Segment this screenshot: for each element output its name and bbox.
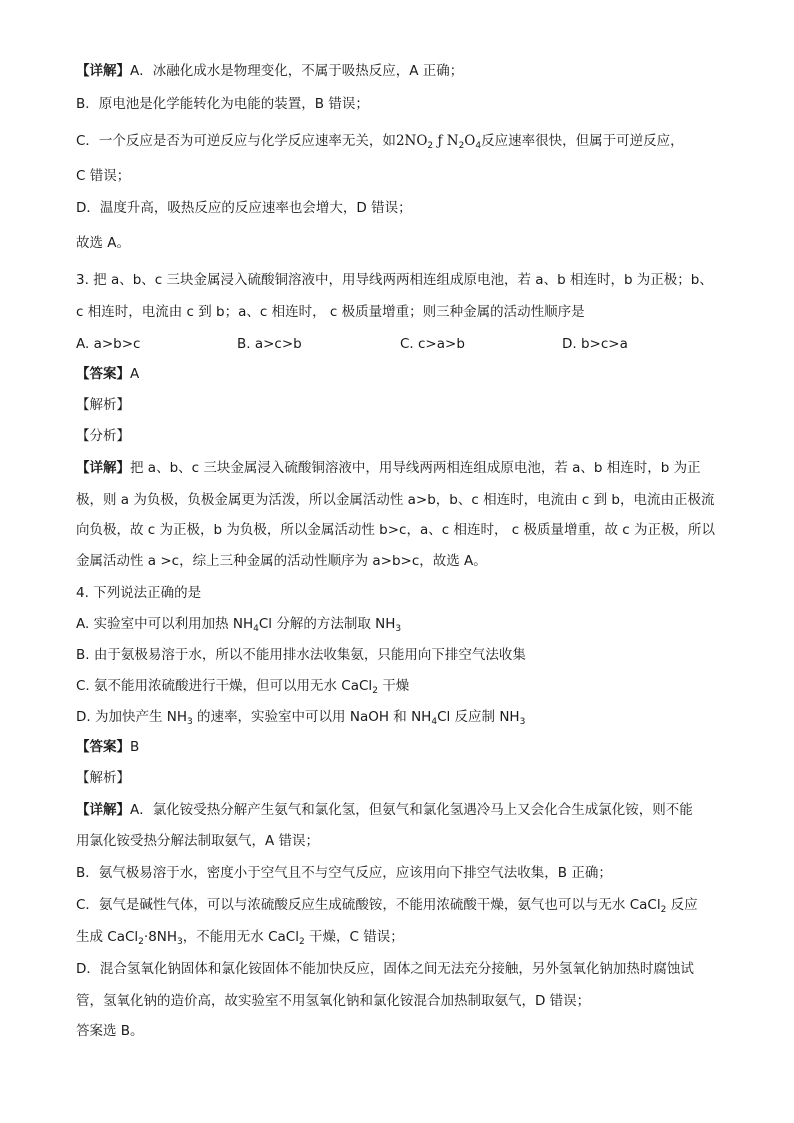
q3-option-d: D. b>c>a [562, 336, 628, 352]
q3-detail-line4: 金属活动性 a >c，综上三种金属的活动性顺序为 a>b>c，故选 A。 [76, 553, 487, 569]
q3-analysis-label: 【解析】 [76, 397, 130, 413]
q4-detail-d-line2: 管，氢氧化钠的造价高，故实验室不用氢氧化钠和氯化铵混合加热制取氨气，D 错误； [76, 993, 591, 1009]
q4-detail-c-line2: 生成 $CaCl_2\cdot 8NH_3$，不能用无水 CaCl$_2$ 干燥，C 错误； [76, 929, 404, 947]
q2-detail-b: B．原电池是化学能转化为电能的装置，B 错误； [76, 96, 369, 112]
q4-option-a: A. 实验室中可以利用加热 $NH_4Cl$ 分解的方法制取 $NH_3$ [76, 616, 402, 634]
q3-detail-line1: 【详解】把 a、b、c 三块金属浸入硫酸铜溶液中，用导线两两相连组成原电池，若 a、b 相连时，b 为正 [76, 460, 701, 476]
q4-detail-a-line2: 用氯化铵受热分解法制取氨气，A 错误； [76, 833, 320, 849]
q4-detail-d-line1: D．混合氢氧化钠固体和氯化铵固体不能加快反应，固体之间无法充分接触，另外氢氧化钠加热时腐蚀试 [76, 961, 694, 977]
q3-fenxi-label: 【分析】 [76, 428, 130, 444]
q4-conclusion: 答案选 B。 [76, 1023, 144, 1039]
q2-detail-c-cont: C 错误； [76, 168, 131, 184]
q4-analysis-label: 【解析】 [76, 770, 130, 786]
q3-option-a: A. a>b>c [76, 336, 141, 352]
q4-option-d: D. 为加快产生 $NH_3$ 的速率，实验室中可以用 NaOH 和 $NH_4Cl$ 反应制 $NH_3$ [76, 709, 526, 727]
q2-detail-c: C．一个反应是否为可逆反应与化学反应速率无关，如$2NO_2$ ƒ $N_2O_4$反应速率很快，但属于可逆反应， [76, 133, 684, 151]
q4-option-c: C. 氨不能用浓硫酸进行干燥，但可以用无水 CaCl$_2$ 干燥 [76, 678, 410, 696]
q3-answer: 【答案】A [76, 366, 140, 382]
q4-answer: 【答案】B [76, 739, 140, 755]
q4-detail-a-line1: 【详解】A．氯化铵受热分解产生氨气和氯化氢，但氨气和氯化氢遇冷马上又会化合生成氯化铵，则不能 [76, 802, 693, 818]
q3-option-c: C. c>a>b [400, 336, 465, 352]
q4-detail-b: B．氨气极易溶于水，密度小于空气且不与空气反应，应该用向下排空气法收集，B 正确； [76, 865, 612, 881]
q2-detail-d: D．温度升高，吸热反应的反应速率也会增大，D 错误； [76, 200, 412, 216]
detail-label: 【详解】 [76, 63, 130, 79]
q2-detail-a: 【详解】A．冰融化成水是物理变化，不属于吸热反应，A 正确； [76, 63, 464, 79]
q3-options [76, 334, 716, 354]
q3-detail-line2: 极，则 a 为负极，负极金属更为活泼，所以金属活动性 a>b，b、c 相连时，电流由 c 到 b，电流由正极流 [76, 492, 715, 508]
q4-stem: 4. 下列说法正确的是 [76, 585, 202, 601]
q3-stem-line1: 3. 把 a、b、c 三块金属浸入硫酸铜溶液中，用导线两两相连组成原电池，若 a、b 相连时，b 为正极；b、 [76, 272, 713, 288]
q2-conclusion: 故选 A。 [76, 235, 131, 251]
q4-option-b: B. 由于氨极易溶于水，所以不能用排水法收集氨，只能用向下排空气法收集 [76, 647, 526, 663]
q3-stem-line2: c 相连时，电流由 c 到 b；a、c 相连时， c 极质量增重；则三种金属的活动性顺序是 [76, 304, 585, 320]
q3-option-b: B. a>c>b [237, 336, 302, 352]
q3-detail-line3: 向负极，故 c 为正极，b 为负极，所以金属活动性 b>c，a、c 相连时， c 极质量增重，故 c 为正极，所以 [76, 522, 715, 538]
q4-detail-c-line1: C．氨气是碱性气体，可以与浓硫酸反应生成硫酸铵，不能用浓硫酸干燥，氨气也可以与无水 CaCl$_2$ 反应 [76, 897, 698, 915]
